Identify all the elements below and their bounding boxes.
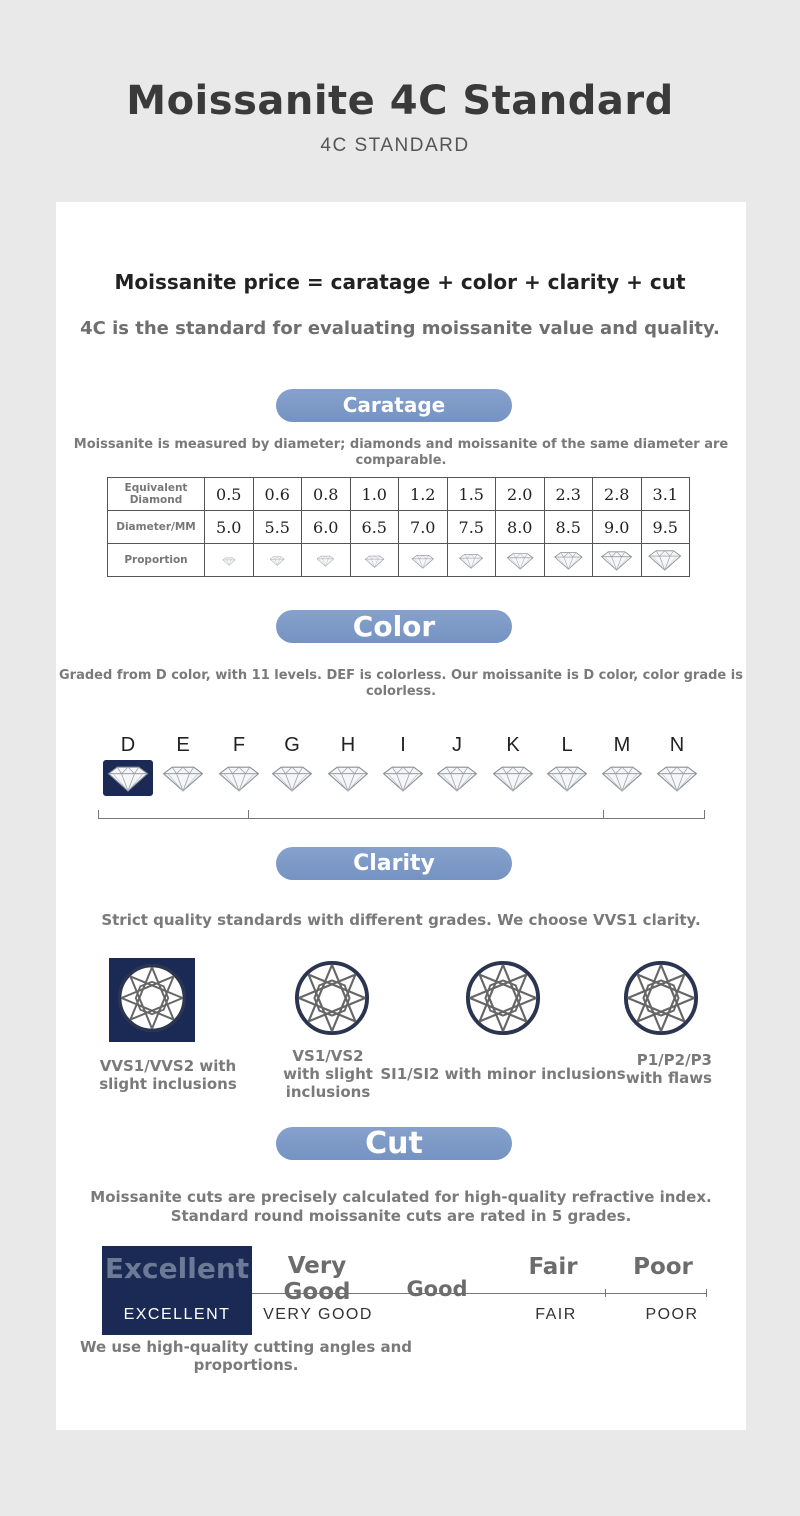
proportion-gem-cell — [350, 544, 399, 577]
row-label-equivalent: Equivalent Diamond — [108, 478, 205, 511]
table-cell: 6.5 — [350, 511, 399, 544]
cut-grade-excellent: Excellent — [104, 1252, 250, 1285]
row-label-diameter: Diameter/MM — [108, 511, 205, 544]
cut-scale-tick — [605, 1289, 606, 1297]
diamond-icon — [267, 760, 317, 796]
color-grade-letter: N — [669, 734, 685, 756]
color-grade-g — [267, 732, 317, 796]
caratage-heading-pill — [276, 389, 512, 422]
color-grade-i — [378, 732, 428, 796]
proportion-gem-cell — [496, 544, 545, 577]
color-grade-d — [103, 732, 153, 796]
table-cell: 5.0 — [205, 511, 254, 544]
diamond-icon — [269, 551, 285, 570]
diamond-icon — [652, 760, 702, 796]
clarity-label-si: SI1/SI2 with minor inclusions — [380, 1065, 626, 1083]
diamond-icon — [316, 551, 335, 570]
diamond-icon — [488, 760, 538, 796]
caratage-table — [107, 477, 690, 577]
diamond-top-icon — [622, 959, 700, 1041]
page-subtitle: 4C STANDARD — [320, 135, 470, 156]
clarity-description: Strict quality standards with different grades. We choose VVS1 clarity. — [101, 911, 701, 929]
proportion-gem-cell — [399, 544, 448, 577]
table-cell: 2.0 — [496, 478, 545, 511]
diamond-icon — [364, 551, 385, 570]
proportion-gem-cell — [302, 544, 351, 577]
diamond-icon — [647, 550, 683, 569]
diamond-icon — [432, 760, 482, 796]
diamond-icon — [506, 550, 534, 569]
table-cell: 2.3 — [544, 478, 593, 511]
row-label-proportion: Proportion — [108, 544, 205, 577]
table-cell: 1.5 — [447, 478, 496, 511]
table-cell: 0.6 — [253, 478, 302, 511]
table-cell: 2.8 — [593, 478, 642, 511]
table-cell: 1.2 — [399, 478, 448, 511]
cut-scale-tick — [706, 1289, 707, 1297]
color-grade-l — [542, 732, 592, 796]
color-grade-letter: G — [284, 734, 300, 756]
color-grade-h — [323, 732, 373, 796]
cut-note: We use high-quality cutting angles and proportions. — [79, 1338, 413, 1374]
table-cell: 7.0 — [399, 511, 448, 544]
color-grade-n — [652, 732, 702, 796]
color-grade-letter: I — [400, 734, 406, 756]
diamond-icon — [553, 550, 584, 569]
color-heading-pill — [276, 610, 512, 643]
proportion-gem-cell — [253, 544, 302, 577]
table-cell: 5.5 — [253, 511, 302, 544]
color-grade-m — [597, 732, 647, 796]
bracket-colorless — [98, 810, 249, 819]
color-grade-k — [488, 732, 538, 796]
color-grade-letter: M — [613, 734, 631, 756]
clarity-label-vs: VS1/VS2 with slight inclusions — [283, 1047, 373, 1101]
table-cell: 9.5 — [641, 511, 690, 544]
color-description: Graded from D color, with 11 levels. DEF is colorless. Our moissanite is D color, color grade is colorless. — [59, 668, 743, 699]
cut-grade-good: Good — [406, 1277, 468, 1301]
proportion-gem-cell — [205, 544, 254, 577]
cut-heading: Cut — [365, 1126, 423, 1161]
diamond-icon — [597, 760, 647, 796]
diamond-icon — [214, 760, 264, 796]
diamond-icon — [458, 551, 484, 570]
cut-caption-fair: FAIR — [535, 1306, 577, 1323]
clarity-heading-pill — [276, 847, 512, 880]
price-formula: Moissanite price = caratage + color + clarity + cut — [114, 270, 686, 294]
table-cell: 1.0 — [350, 478, 399, 511]
diamond-top-icon — [464, 959, 542, 1041]
diamond-icon — [600, 550, 633, 569]
cut-caption-very-good: VERY GOOD — [263, 1306, 373, 1323]
cut-description-line-2: Standard round moissanite cuts are rated in 5 grades. — [170, 1207, 632, 1225]
color-grade-f — [214, 732, 264, 796]
table-cell: 7.5 — [447, 511, 496, 544]
table-cell: 8.0 — [496, 511, 545, 544]
table-cell: 8.5 — [544, 511, 593, 544]
cut-description-line-1: Moissanite cuts are precisely calculated for high-quality refractive index. — [90, 1188, 712, 1206]
diamond-top-icon — [116, 962, 188, 1038]
cut-grade-very-good: Very Good — [283, 1253, 351, 1305]
cut-heading-pill — [276, 1127, 512, 1160]
color-grade-letter: F — [232, 734, 246, 756]
table-cell: 6.0 — [302, 511, 351, 544]
intro-summary: 4C is the standard for evaluating moissanite value and quality. — [80, 318, 720, 339]
table-cell: 3.1 — [641, 478, 690, 511]
table-cell: 9.0 — [593, 511, 642, 544]
diamond-icon — [411, 551, 435, 570]
cut-caption-excellent: EXCELLENT — [123, 1306, 231, 1323]
clarity-label-p: P1/P2/P3 with flaws — [625, 1051, 712, 1087]
clarity-heading: Clarity — [353, 851, 435, 876]
bracket-near-colorless — [249, 810, 604, 819]
table-row — [108, 478, 690, 511]
clarity-icon-si — [460, 958, 546, 1042]
cut-grade-poor: Poor — [633, 1254, 693, 1280]
color-grade-e — [158, 732, 208, 796]
diamond-icon — [158, 760, 208, 796]
bracket-faint — [604, 810, 705, 819]
diamond-icon — [323, 760, 373, 796]
caratage-heading: Caratage — [342, 393, 446, 417]
diamond-icon — [103, 760, 153, 796]
clarity-icon-vs — [289, 958, 375, 1042]
caratage-description: Moissanite is measured by diameter; diamonds and moissanite of the same diameter are comparable. — [73, 437, 729, 468]
table-cell: 0.8 — [302, 478, 351, 511]
color-grade-letter: J — [452, 734, 462, 756]
cut-description — [56, 1188, 746, 1226]
page-title: Moissanite 4C Standard — [126, 78, 674, 124]
color-grade-letter: H — [340, 734, 356, 756]
proportion-gem-cell — [447, 544, 496, 577]
cut-grade-fair: Fair — [528, 1254, 578, 1280]
proportion-gem-cell — [641, 544, 690, 577]
color-grade-letter: L — [561, 734, 573, 756]
table-row — [108, 511, 690, 544]
diamond-top-icon — [293, 959, 371, 1041]
clarity-label-vvs: VVS1/VVS2 with slight inclusions — [99, 1057, 237, 1093]
color-grade-letter: D — [120, 734, 136, 756]
diamond-icon — [222, 551, 236, 570]
proportion-gem-cell — [593, 544, 642, 577]
color-grade-j — [432, 732, 482, 796]
diamond-icon — [542, 760, 592, 796]
table-cell: 0.5 — [205, 478, 254, 511]
color-grade-row — [100, 732, 710, 812]
color-heading: Color — [352, 610, 436, 643]
color-grade-letter: E — [176, 734, 190, 756]
table-row — [108, 544, 690, 577]
diamond-icon — [378, 760, 428, 796]
color-grade-letter: K — [506, 734, 520, 756]
clarity-icon-vvs — [109, 958, 195, 1042]
clarity-icon-p — [618, 958, 704, 1042]
proportion-gem-cell — [544, 544, 593, 577]
cut-caption-poor: POOR — [645, 1306, 699, 1323]
